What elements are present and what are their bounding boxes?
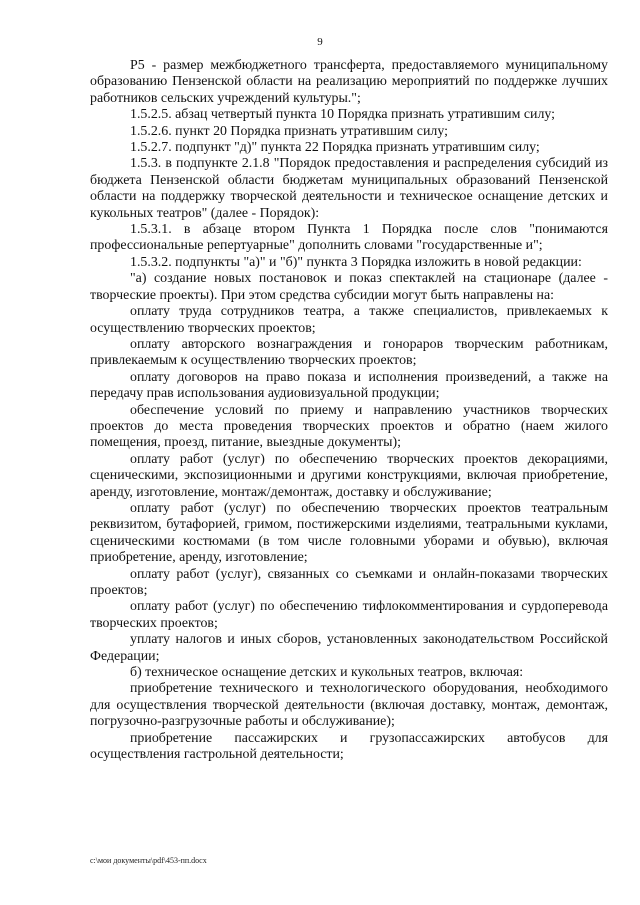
paragraph-1-5-3-1: 1.5.3.1. в абзаце втором Пункта 1 Порядка после слов "понимаются профессиональные репертуарные" дополнить словами "государственные и"; [90,222,608,254]
paragraph-list-item: оплату договоров на право показа и исполнения произведений, а также на передачу прав использования аудиовизуальной продукции; [90,369,608,402]
paragraph-1-5-2-5: 1.5.2.5. абзац четвертый пункта 10 Порядка признать утратившим силу; [130,107,556,123]
paragraph-list-item: оплату авторского вознаграждения и гонораров творческим работникам, привлекаемым к осуществлению творческих проектов; [90,336,608,369]
paragraph-1-5-3: 1.5.3. в подпункте 2.1.8 "Порядок предоставления и распределения субсидий из бюджета Пензенской области бюджетам муниципальных образований Пензенской области на поддержку творческой деятельности и техническое оснащение детских и кукольных театров" (далее - Порядок): [90,156,608,221]
paragraph-1-5-2-7: 1.5.2.7. подпункт "д)" пункта 22 Порядка признать утратившим силу; [130,140,540,156]
paragraph-subitem-b: б) техническое оснащение детских и кукольных театров, включая: [130,665,524,681]
paragraph-1-5-2-6: 1.5.2.6. пункт 20 Порядка признать утратившим силу; [130,123,448,139]
footer-file-path: c:\мои документы\pdf\453-пп.docx [90,856,207,865]
page-number: 9 [317,36,323,48]
paragraph-list-item: оплату работ (услуг) по обеспечению творческих проектов декорациями, сценическими, экспозиционными и другими конструкциями, включая приобретение, аренду, изготовление, монтаж/демонтаж, доставку и обслуживание; [90,451,608,500]
paragraph-list-item: оплату работ (услуг), связанных со съемками и онлайн-показами творческих проектов; [90,566,608,598]
paragraph-1-5-3-2: 1.5.3.2. подпункты "а)" и "б)" пункта 3 Порядка изложить в новой редакции: [130,254,582,270]
paragraph-list-item: оплату работ (услуг) по обеспечению творческих проектов театральным реквизитом, бутафорией, гримом, постижерскими изделиями, театральными куклами, сценическими костюмами (в том числе головными уборами и обувью), включая приобретение, аренду, изготовление; [90,500,608,566]
paragraph-formula-r5: Р5 - размер межбюджетного трансферта, предоставляемого муниципальному образованию Пензенской области на реализацию мероприятий по поддержке лучших работников сельских учреждений культуры."; [90,58,608,106]
paragraph-list-item: приобретение технического и технологического оборудования, необходимого для осуществления творческой деятельности (включая доставку, монтаж, демонтаж, погрузочно-разгрузочные работы и обслуживание); [90,681,608,730]
paragraph-list-item: обеспечение условий по приему и направлению участников творческих проектов до места проведения творческих проектов и обратно (наем жилого помещения, проезд, питание, выездные документы); [90,402,608,451]
paragraph-list-item: приобретение пассажирских и грузопассажирских автобусов для осуществления гастрольной деятельности; [90,730,608,763]
paragraph-list-item: уплату налогов и иных сборов, установленных законодательством Российской Федерации; [90,632,608,664]
document-body [90,58,608,763]
paragraph-list-item: оплату работ (услуг) по обеспечению тифлокомментирования и сурдоперевода творческих проектов; [90,599,608,631]
paragraph-subitem-a: "а) создание новых постановок и показ спектаклей на стационаре (далее - творческие проекты). При этом средства субсидии могут быть направлены на: [90,271,608,303]
paragraph-list-item: оплату труда сотрудников театра, а также специалистов, привлекаемых к осуществлению творческих проектов; [90,304,608,336]
